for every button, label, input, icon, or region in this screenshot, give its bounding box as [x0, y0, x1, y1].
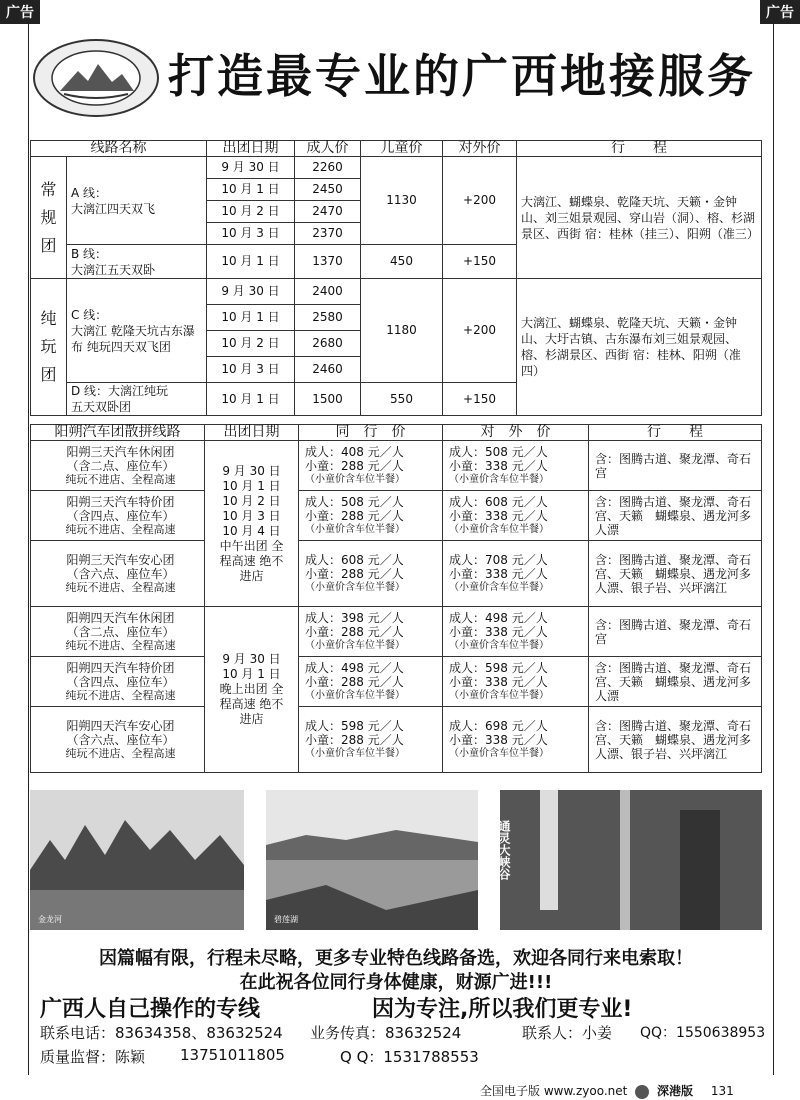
- bus-route-name: 阳朔三天汽车特价团 （含四点、座位车） 纯玩不进店、全程高速: [31, 491, 205, 541]
- peer-price: 成人：398 元／人 小童：288 元／人 （小童价含车位半餐）: [299, 607, 443, 657]
- table-row: [31, 707, 762, 773]
- table-header: 线路名称 出团日期 成人价 儿童价 对外价 行 程: [31, 141, 762, 157]
- photo-tongling-canyon: [497, 790, 762, 930]
- route-c: C 线： 大漓江 乾隆天坑古东瀑布 纯玩四天双飞团: [67, 279, 207, 383]
- bus-itinerary: 含：图腾古道、聚龙潭、奇石宫、天籁 蝴蝶泉、遇龙河多人漂、银子岩、兴坪漓江: [589, 541, 762, 607]
- bus-route-name: 阳朔四天汽车特价团 （含四点、座位车） 纯玩不进店、全程高速: [31, 657, 205, 707]
- notice-line-1: 因篇幅有限，行程未尽略，更多专业特色线路备选，欢迎各同行来电索取！: [99, 948, 693, 969]
- quality-supervisor: 质量监督：陈颖: [40, 1048, 146, 1066]
- contact-phone: 联系电话：83634358、83632524: [40, 1024, 283, 1042]
- table2-header: 阳朔汽车团散拼线路 出团日期 同 行 价 对 外 价 行 程: [31, 425, 762, 441]
- table-row: [31, 541, 762, 607]
- footer-edition: 深港版: [657, 1084, 694, 1098]
- bus-route-name: 阳朔三天汽车休闲团 （含二点、座位车） 纯玩不进店、全程高速: [31, 441, 205, 491]
- bus-itinerary: 含：图腾古道、聚龙潭、奇石宫: [589, 441, 762, 491]
- footer: [480, 1082, 734, 1099]
- peer-price: 成人：408 元／人 小童：288 元／人 （小童价含车位半餐）: [299, 441, 443, 491]
- retail-price: 成人：698 元／人 小童：338 元／人 （小童价含车位半餐）: [443, 707, 589, 773]
- photo-jinlong-river: [30, 790, 244, 930]
- photo-bilian-lake: [266, 790, 478, 930]
- ad-tag-left: 广告: [0, 0, 40, 24]
- ad-tag-right: 广告: [760, 0, 800, 24]
- yangshuo-bus-table: [30, 424, 762, 773]
- bus-itinerary: 含：图腾古道、聚龙潭、奇石宫、天籁 蝴蝶泉、遇龙河多人漂、银子岩、兴坪漓江: [589, 707, 762, 773]
- page-number: 131: [710, 1084, 734, 1098]
- peer-price: 成人：508 元／人 小童：288 元／人 （小童价含车位半餐）: [299, 491, 443, 541]
- peer-price: 成人：498 元／人 小童：288 元／人 （小童价含车位半餐）: [299, 657, 443, 707]
- table-row: [31, 657, 762, 707]
- bus-route-name: 阳朔四天汽车休闲团 （含二点、座位车） 纯玩不进店、全程高速: [31, 607, 205, 657]
- route-d: D 线：大漓江纯玩 五天双卧团: [67, 383, 207, 416]
- red-badge-icon: [635, 1085, 649, 1099]
- retail-price: 成人：498 元／人 小童：338 元／人 （小童价含车位半餐）: [443, 607, 589, 657]
- table-row: [31, 491, 762, 541]
- departure-dates-4day: 9 月 30 日 10 月 1 日 晚上出团 全程高速 绝不进店: [205, 607, 299, 773]
- contact-qq2: Q Q：1531788553: [340, 1048, 479, 1066]
- itinerary-regular: 大漓江、蝴蝶泉、乾隆天坑、天籁・金钟山、刘三姐景观园、穿山岩（洞）、榕、杉湖景区、西街 宿：桂林（挂三）、阳朔（准三）: [517, 157, 762, 279]
- photo-strip: [30, 784, 762, 934]
- retail-price: 成人：608 元／人 小童：338 元／人 （小童价含车位半餐）: [443, 491, 589, 541]
- peer-price: 成人：608 元／人 小童：288 元／人 （小童价含车位半餐）: [299, 541, 443, 607]
- svg-text:金龙河: 金龙河: [38, 915, 62, 924]
- slogan-right: 因为专注,所以我们更专业!: [372, 997, 633, 1022]
- footer-site[interactable]: 全国电子版 www.zyoo.net: [480, 1084, 628, 1098]
- departure-dates-3day: 9 月 30 日 10 月 1 日 10 月 2 日 10 月 3 日 10 月 4 日 中午出团 全程高速 绝不进店: [205, 441, 299, 607]
- tour-price-table: 线路名称 出团日期 成人价 儿童价 对外价 行 程 常 规 团 A 线： 大漓江四天双飞 9 月 30 日 2260 1130 +200 大漓江、蝴蝶泉、乾隆天坑、天籁・金钟山、刘三姐景观园、穿山岩（洞）、榕、杉湖景区、西街 宿：桂林（挂三）、阳朔（准三） 10 月 1 日 2450 10 月 2 日 2470 10 月 3 日 2370 B 线： 大漓江五天双卧 10 月 1 日 1370 450 +150 纯 玩 团 C 线： 大漓江 乾隆天坑古东瀑布 纯玩四天双飞团 9 月 30 日 2400 1180 +200 大漓江、蝴蝶泉、乾隆天坑、天籁・金钟山、大圩古镇、古东瀑布刘三姐景观园、榕、杉湖景区、西街 宿：桂林、阳朔（准四） 10 月 1 日 2580 10 月 2 日 2680 10 月 3 日 2460 D 线：大漓江纯玩 五天双卧团 10 月 1 日 1500 550 +150: [30, 140, 762, 416]
- retail-price: 成人：508 元／人 小童：338 元／人 （小童价含车位半餐）: [443, 441, 589, 491]
- contact-person: 联系人：小姜: [522, 1024, 613, 1042]
- bus-route-name: 阳朔四天汽车安心团 （含六点、座位车） 纯玩不进店、全程高速: [31, 707, 205, 773]
- slogan-left: 广西人自己操作的专线: [40, 997, 261, 1022]
- itinerary-pure: 大漓江、蝴蝶泉、乾隆天坑、天籁・金钟山、大圩古镇、古东瀑布刘三姐景观园、榕、杉湖景区、西街 宿：桂林、阳朔（准四）: [517, 279, 762, 416]
- bus-itinerary: 含：图腾古道、聚龙潭、奇石宫、天籁 蝴蝶泉、遇龙河多人漂: [589, 491, 762, 541]
- route-b: B 线： 大漓江五天双卧: [67, 245, 207, 279]
- group-label-pure: 纯 玩 团: [31, 279, 67, 416]
- quality-phone: 13751011805: [180, 1046, 285, 1064]
- bus-itinerary: 含：图腾古道、聚龙潭、奇石宫、天籁 蝴蝶泉、遇龙河多人漂: [589, 657, 762, 707]
- contact-fax: 业务传真：83632524: [310, 1024, 462, 1042]
- bus-itinerary: 含：图腾古道、聚龙潭、奇石宫: [589, 607, 762, 657]
- retail-price: 成人：708 元／人 小童：338 元／人 （小童价含车位半餐）: [443, 541, 589, 607]
- svg-text:通灵大峡谷: 通灵大峡谷: [497, 820, 511, 880]
- contact-qq: QQ：1550638953: [640, 1025, 766, 1041]
- retail-price: 成人：598 元／人 小童：338 元／人 （小童价含车位半餐）: [443, 657, 589, 707]
- peer-price: 成人：598 元／人 小童：288 元／人 （小童价含车位半餐）: [299, 707, 443, 773]
- headline: 打造最专业的广西地接服务: [168, 49, 756, 103]
- svg-text:碧莲湖: 碧莲湖: [274, 915, 298, 924]
- table-row: [31, 607, 762, 657]
- table-row: [31, 441, 762, 491]
- notice-line-2: 在此祝各位同行身体健康，财源广进!!!: [239, 972, 553, 993]
- bus-route-name: 阳朔三天汽车安心团 （含六点、座位车） 纯玩不进店、全程高速: [31, 541, 205, 607]
- group-label-regular: 常 规 团: [31, 157, 67, 279]
- company-logo: [30, 36, 162, 120]
- route-a: A 线： 大漓江四天双飞: [67, 157, 207, 245]
